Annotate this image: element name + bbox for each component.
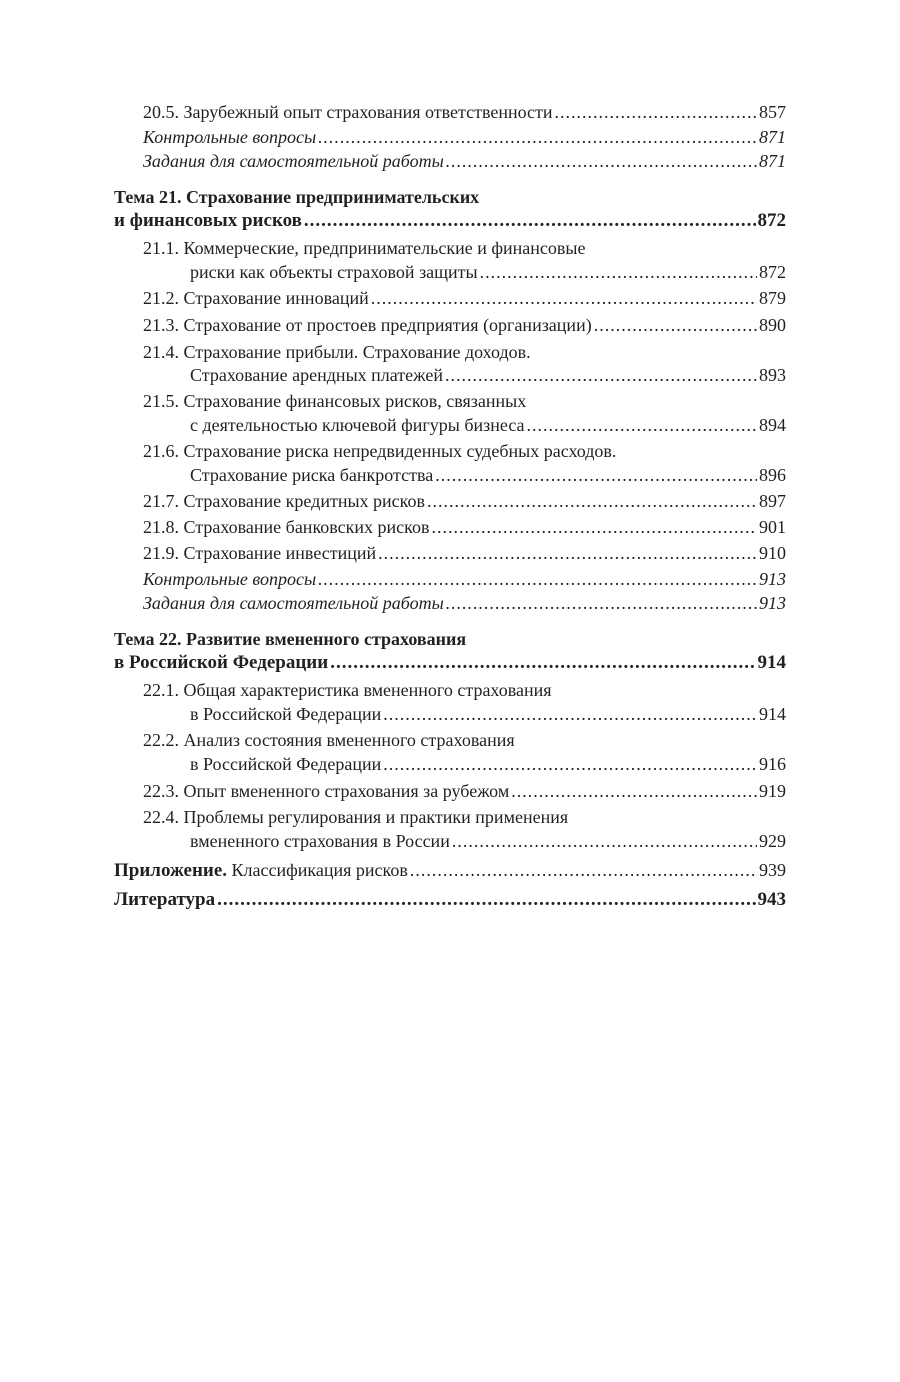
toc-entry-title-text: 21.8. Страхование банковских рисков: [143, 517, 430, 537]
toc-entry-row[interactable]: [190, 829, 786, 853]
toc-entry-title-text: риски как объекты страховой защиты: [190, 262, 478, 282]
page-number: 890: [759, 315, 786, 335]
toc-entry-title-line: 21.1. Коммерческие, предпринимательские и финансовые: [143, 238, 586, 258]
toc-entry-title-text: Задания для самостоятельной работы: [143, 593, 444, 613]
page-number: 893: [759, 365, 786, 385]
toc-entry-title-text: 20.5. Зарубежный опыт страхования ответственности: [143, 102, 553, 122]
dot-leader: [452, 829, 757, 853]
dot-leader: [410, 858, 757, 882]
toc-entry-title: [114, 888, 215, 912]
dot-leader: [480, 260, 757, 284]
toc-entry-title-line: 22.4. Проблемы регулирования и практики применения: [143, 807, 569, 827]
toc-entry-title-text: Страхование риска банкротства: [190, 465, 434, 485]
toc-entry-row[interactable]: [114, 858, 786, 882]
toc-entry-title: [143, 286, 369, 310]
toc-entry-row[interactable]: [143, 515, 786, 539]
toc-entry-title-text: 22.3. Опыт вмененного страхования за рубежом: [143, 781, 510, 801]
toc-entry-title: [143, 313, 592, 337]
toc-entry-row[interactable]: [143, 779, 786, 803]
page-number: 871: [759, 151, 786, 171]
toc-entry-title-text: 21.2. Страхование инноваций: [143, 288, 369, 308]
toc-entry-row[interactable]: [190, 702, 786, 726]
toc-entry-title: [143, 591, 444, 615]
dot-leader: [435, 463, 757, 487]
page-number: 913: [759, 593, 786, 613]
dot-leader: [318, 125, 757, 149]
page-number: 919: [759, 781, 786, 801]
toc-entry-title: [114, 651, 328, 675]
toc-entry-title: [190, 829, 450, 853]
page-number: 871: [759, 127, 786, 147]
toc-entry-title-text: Задания для самостоятельной работы: [143, 151, 444, 171]
page-number: 914: [759, 704, 786, 724]
dot-leader: [217, 888, 755, 912]
toc-entry-title-line: Тема 22. Развитие вмененного страхования: [114, 629, 467, 649]
toc-entry-title-text: 21.9. Страхование инвестиций: [143, 543, 377, 563]
toc-entry-row[interactable]: [190, 463, 786, 487]
toc-entry-title: [143, 125, 316, 149]
toc-entry-row[interactable]: [190, 363, 786, 387]
toc-entry-row[interactable]: [143, 541, 786, 565]
toc-entry-row[interactable]: [143, 489, 786, 513]
toc-entry-row[interactable]: [143, 149, 786, 173]
toc-entry-title-line: 21.5. Страхование финансовых рисков, связанных: [143, 391, 527, 411]
page-number: 929: [759, 831, 786, 851]
toc-entry-row[interactable]: [143, 313, 786, 337]
dot-leader: [527, 413, 757, 437]
toc-entry-title-line: 21.6. Страхование риска непредвиденных судебных расходов.: [143, 441, 617, 461]
dot-leader: [594, 313, 757, 337]
toc-entry-title: [143, 567, 316, 591]
toc-entry-row[interactable]: [143, 286, 786, 310]
toc-entry-row[interactable]: [143, 100, 786, 124]
dot-leader: [383, 752, 757, 776]
toc-entry-title-text: 21.3. Страхование от простоев предприятия (организации): [143, 315, 592, 335]
page-number: 910: [759, 543, 786, 563]
dot-leader: [446, 149, 757, 173]
toc-entry-title-text: Страхование арендных платежей: [190, 365, 443, 385]
toc-entry-title: [143, 515, 430, 539]
dot-leader: [371, 286, 757, 310]
toc-entry-title-text: в Российской Федерации: [190, 754, 382, 774]
appendix-label: Приложение.: [114, 860, 228, 881]
dot-leader: [318, 567, 757, 591]
page-number: 872: [757, 210, 786, 231]
toc-entry-title-text: Контрольные вопросы: [143, 569, 317, 589]
toc-entry-title: [190, 260, 478, 284]
dot-leader: [446, 591, 757, 615]
toc-entry-row[interactable]: [114, 209, 786, 233]
page-number: 896: [759, 465, 786, 485]
toc-entry-title-line: Тема 21. Страхование предпринимательских: [114, 187, 480, 207]
dot-leader: [555, 100, 757, 124]
page-number: 916: [759, 754, 786, 774]
dot-leader: [432, 515, 758, 539]
toc-entry-title-line: 22.2. Анализ состояния вмененного страхования: [143, 730, 515, 750]
page-number: 872: [759, 262, 786, 282]
dot-leader: [445, 363, 757, 387]
toc-entry-title: [143, 541, 376, 565]
toc-entry-title: [114, 858, 408, 882]
toc-entry-row[interactable]: [143, 125, 786, 149]
dot-leader: [511, 779, 757, 803]
page-number: 894: [759, 415, 786, 435]
toc-entry-title-text: вмененного страхования в России: [190, 831, 450, 851]
toc-entry-row[interactable]: [114, 888, 786, 912]
toc-entry-title: [190, 702, 381, 726]
toc-entry-title: [190, 413, 525, 437]
toc-entry-title-text: в Российской Федерации: [190, 704, 382, 724]
page-number: 879: [759, 288, 786, 308]
toc-entry-title: [190, 752, 381, 776]
page-number: 939: [759, 860, 786, 880]
toc-entry-title-text: 21.7. Страхование кредитных рисков: [143, 491, 425, 511]
dot-leader: [383, 702, 757, 726]
page-number: 901: [759, 517, 786, 537]
page-number: 897: [759, 491, 786, 511]
page-number: 857: [759, 102, 786, 122]
dot-leader: [427, 489, 757, 513]
page-number: 914: [757, 652, 786, 673]
dot-leader: [378, 541, 757, 565]
toc-entry-row[interactable]: [190, 260, 786, 284]
toc-entry-title-line: 21.4. Страхование прибыли. Страхование доходов.: [143, 342, 531, 362]
toc-entry-row[interactable]: [143, 591, 786, 615]
toc-entry-row[interactable]: [114, 651, 786, 675]
page-number: 943: [757, 889, 786, 910]
dot-leader: [304, 209, 756, 233]
page-number: 913: [759, 569, 786, 589]
toc-entry-title-text: Контрольные вопросы: [143, 127, 317, 147]
toc-entry-title: [143, 149, 444, 173]
toc-entry-title-text: и финансовых рисков: [114, 210, 302, 231]
toc-entry-title-text: в Российской Федерации: [114, 652, 329, 673]
dot-leader: [330, 651, 755, 675]
toc-entry-row[interactable]: [190, 413, 786, 437]
toc-entry-title: [143, 489, 425, 513]
toc-entry-title: [143, 779, 509, 803]
toc-entry-title: [190, 463, 433, 487]
toc-entry-title: [190, 363, 443, 387]
toc-entry-title-text: Литература: [114, 889, 216, 910]
toc-entry-title: [143, 100, 553, 124]
toc-entry-title-line: 22.1. Общая характеристика вмененного страхования: [143, 680, 552, 700]
toc-entry-title-text: с деятельностью ключевой фигуры бизнеса: [190, 415, 525, 435]
toc-entry-row[interactable]: [143, 567, 786, 591]
toc-entry-title: [114, 209, 302, 233]
toc-entry-row[interactable]: [190, 752, 786, 776]
toc-entry-title-text: Классификация рисков: [231, 860, 408, 880]
